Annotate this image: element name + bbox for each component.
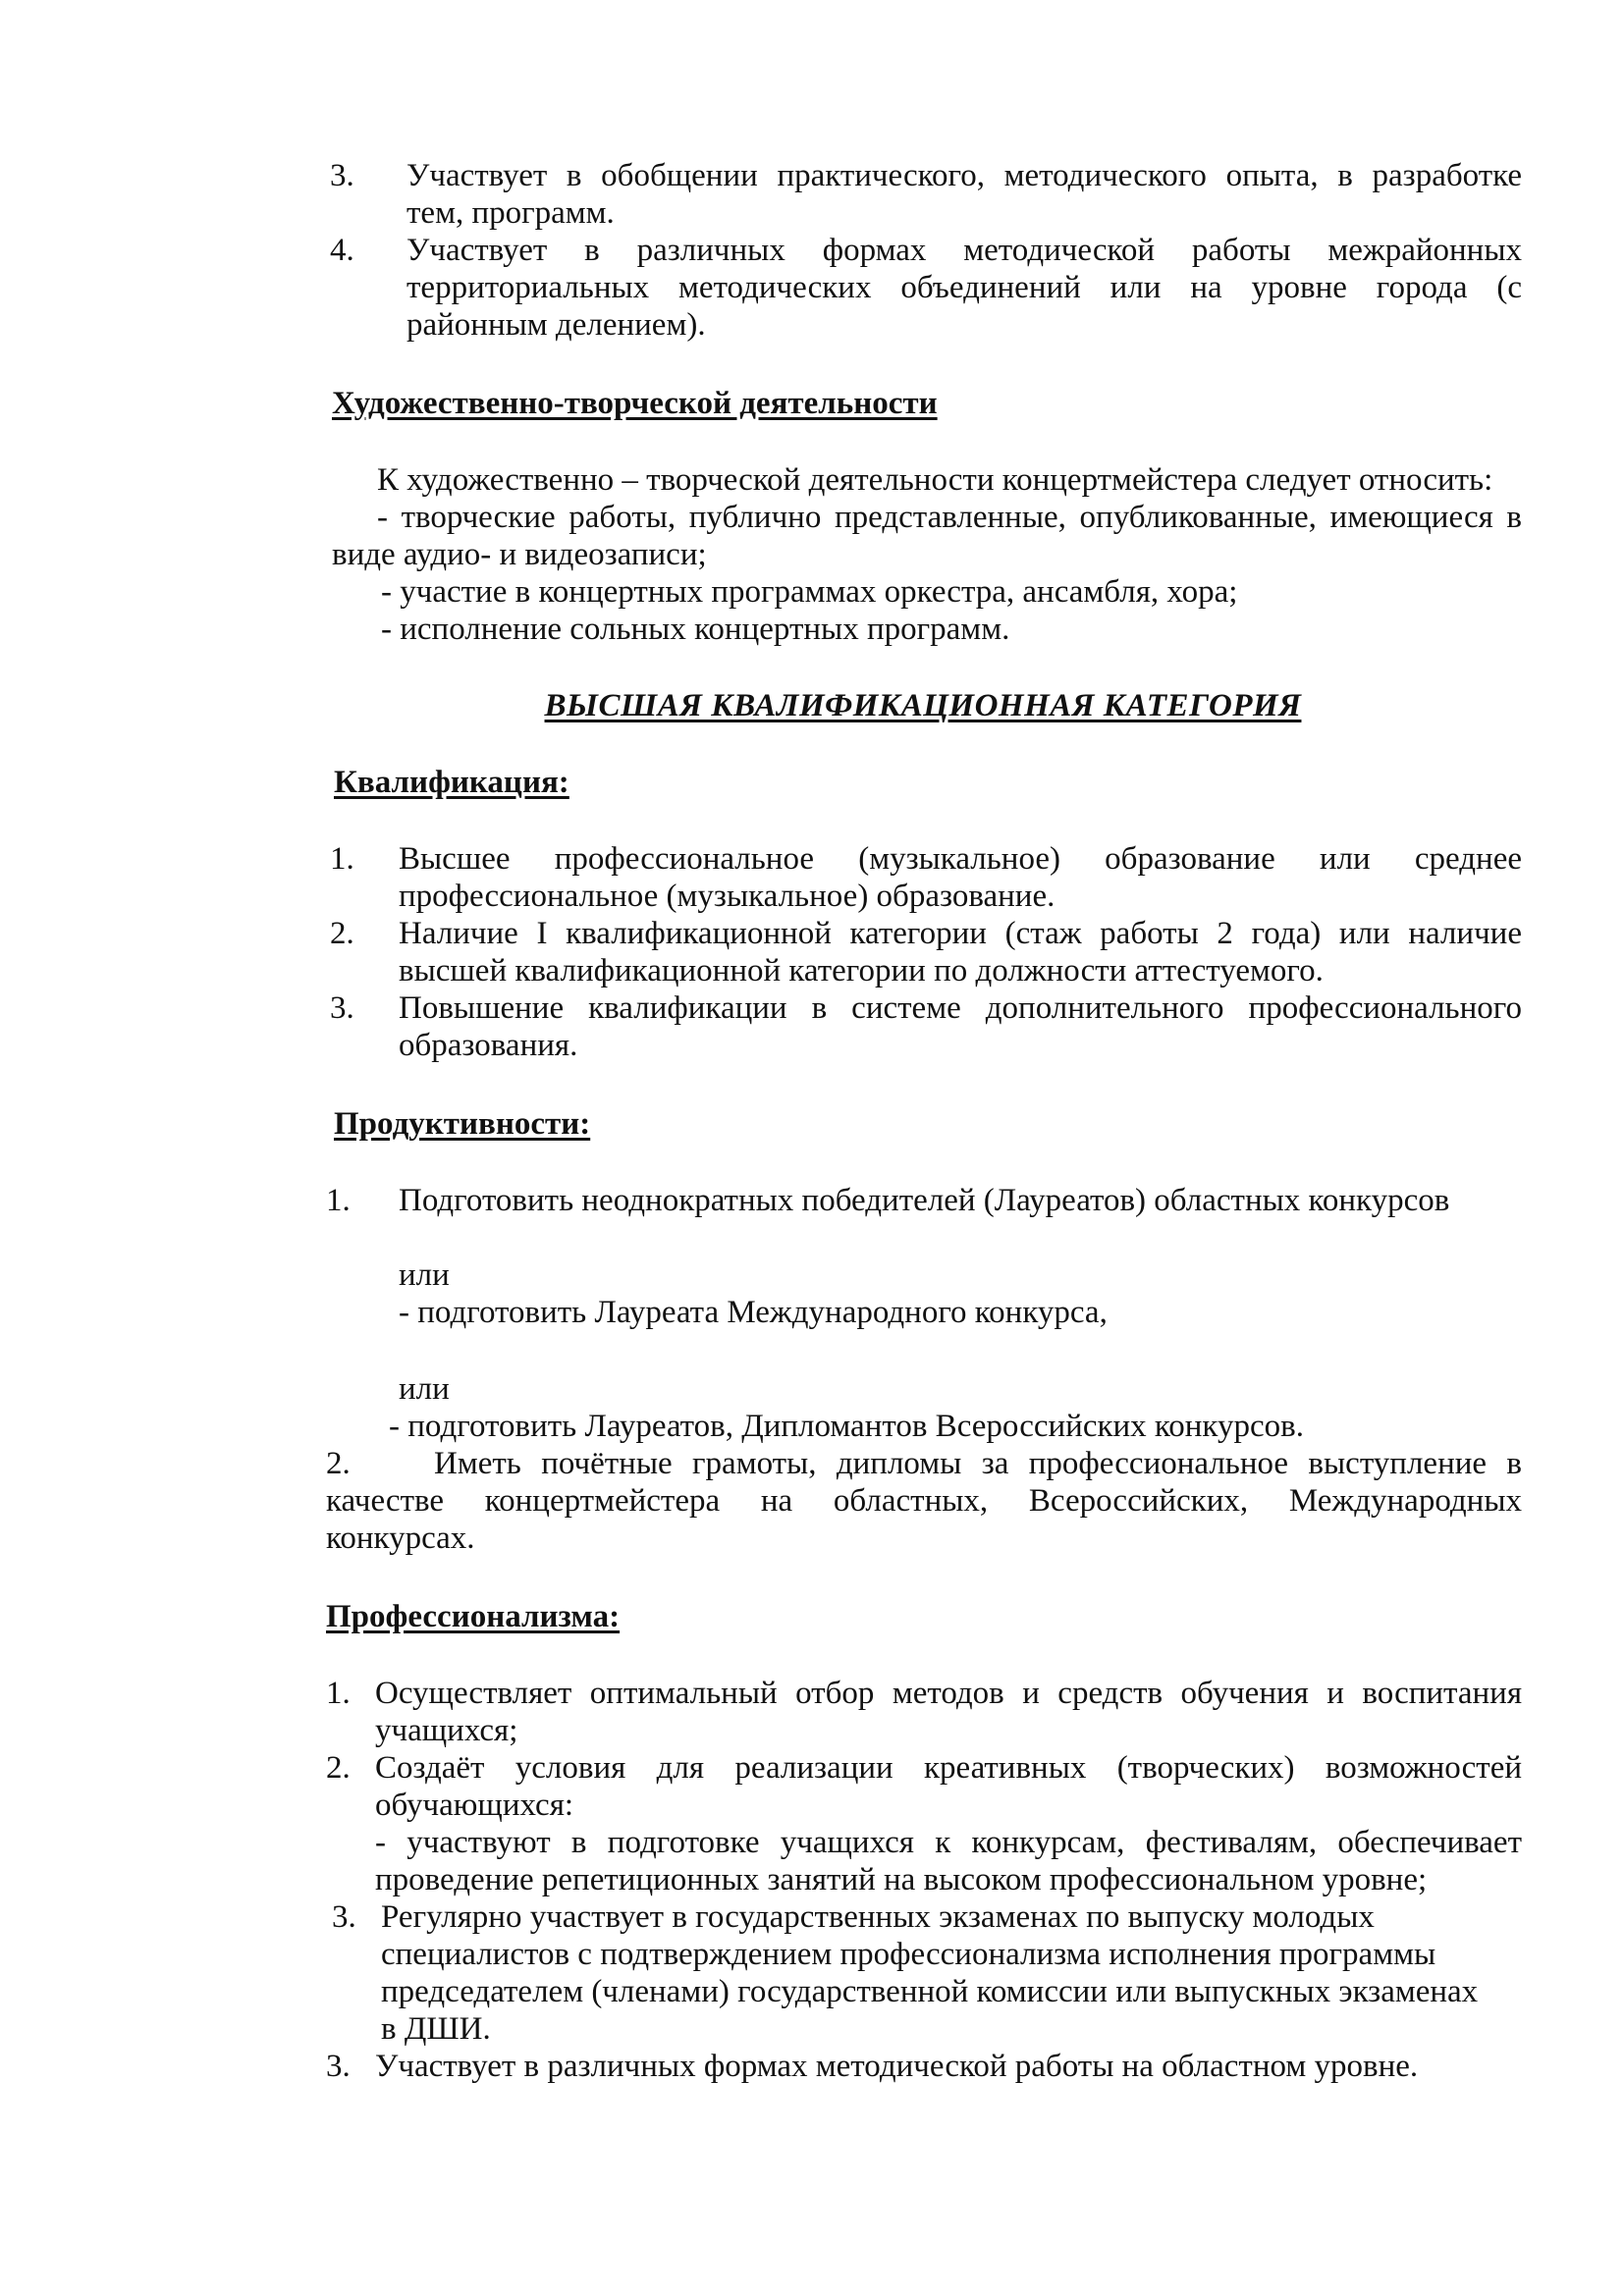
list-number: 1.: [326, 1676, 351, 1711]
list-item-text: территориальных методических объединений или на уровне города (с: [406, 270, 1522, 305]
or-text: или: [399, 1371, 450, 1407]
paragraph-line: виде аудио- и видеозаписи;: [332, 537, 707, 572]
paragraph-line: К художественно – творческой деятельности концертмейстера следует относить:: [377, 462, 1493, 498]
paragraph-line: - участие в концертных программах оркестра, ансамбля, хора;: [381, 574, 1238, 610]
list-item-text: Регулярно участвует в государственных экзаменах по выпуску молодых: [381, 1899, 1375, 1935]
category-title: ВЫСШАЯ КВАЛИФИКАЦИОННАЯ КАТЕГОРИЯ: [544, 688, 1302, 723]
list-item-text: специалистов с подтверждением профессионализма исполнения программы: [381, 1937, 1436, 1972]
list-item-text: проведение репетиционных занятий на высоком профессиональном уровне;: [375, 1862, 1428, 1897]
list-item-text: тем, программ.: [406, 195, 615, 231]
section-heading-professionalism: Профессионализма:: [326, 1599, 621, 1634]
list-item-text: Участвует в различных формах методической работы на областном уровне.: [375, 2049, 1419, 2084]
list-item-text: районным делением).: [406, 307, 706, 343]
list-item-text: Участвует в обобщении практического, методического опыта, в разработке: [406, 158, 1522, 193]
list-number: 2.: [330, 916, 354, 951]
list-item-text: Подготовить неоднократных победителей (Лауреатов) областных конкурсов: [399, 1183, 1450, 1218]
list-number: 3.: [330, 990, 354, 1026]
paragraph-line: - исполнение сольных концертных программ.: [381, 612, 1010, 647]
section-heading-art: Художественно-творческой деятельности: [332, 386, 938, 421]
list-number: 2.: [326, 1446, 351, 1481]
list-item-text: высшей квалификационной категории по должности аттестуемого.: [399, 953, 1324, 988]
list-item-text: качестве концертмейстера на областных, Всероссийских, Международных: [326, 1483, 1522, 1519]
list-item-text: Наличие I квалификационной категории (стаж работы 2 года) или наличие: [399, 916, 1522, 951]
section-heading-qualification: Квалификация:: [334, 765, 569, 800]
list-item-text: Высшее профессиональное (музыкальное) образование или среднее: [399, 841, 1522, 877]
list-item-text: Повышение квалификации в системе дополнительного профессионального: [399, 990, 1522, 1026]
list-number: 1.: [326, 1183, 351, 1218]
list-item-text: конкурсах.: [326, 1521, 475, 1556]
sub-item-text: - подготовить Лауреата Международного конкурса,: [399, 1295, 1108, 1330]
paragraph-line: - творческие работы, публично представленные, опубликованные, имеющиеся в: [377, 500, 1522, 535]
list-number: 4.: [330, 233, 354, 268]
list-item-text: образования.: [399, 1028, 578, 1063]
or-text: или: [399, 1257, 450, 1293]
list-number: 3.: [326, 2049, 351, 2084]
list-item-text: - участвуют в подготовке учащихся к конкурсам, фестивалям, обеспечивает: [375, 1825, 1522, 1860]
list-item-text: Осуществляет оптимальный отбор методов и средств обучения и воспитания: [375, 1676, 1522, 1711]
sub-item-text: - подготовить Лауреатов, Дипломантов Всероссийских конкурсов.: [389, 1409, 1304, 1444]
list-item-text: Иметь почётные грамоты, дипломы за профессиональное выступление в: [434, 1446, 1522, 1481]
section-heading-productivity: Продуктивности:: [334, 1106, 591, 1142]
list-number: 3.: [330, 158, 354, 193]
list-number: 2.: [326, 1750, 351, 1786]
list-item-text: Создаёт условия для реализации креативных (творческих) возможностей: [375, 1750, 1522, 1786]
list-item-text: учащихся;: [375, 1713, 518, 1748]
list-item-text: профессиональное (музыкальное) образование.: [399, 879, 1056, 914]
list-item-text: обучающихся:: [375, 1788, 574, 1823]
list-item-text: в ДШИ.: [381, 2011, 491, 2047]
list-item-text: Участвует в различных формах методической работы межрайонных: [406, 233, 1522, 268]
list-item-text: председателем (членами) государственной комиссии или выпускных экзаменах: [381, 1974, 1479, 2009]
list-number: 1.: [330, 841, 354, 877]
list-number: 3.: [332, 1899, 356, 1935]
